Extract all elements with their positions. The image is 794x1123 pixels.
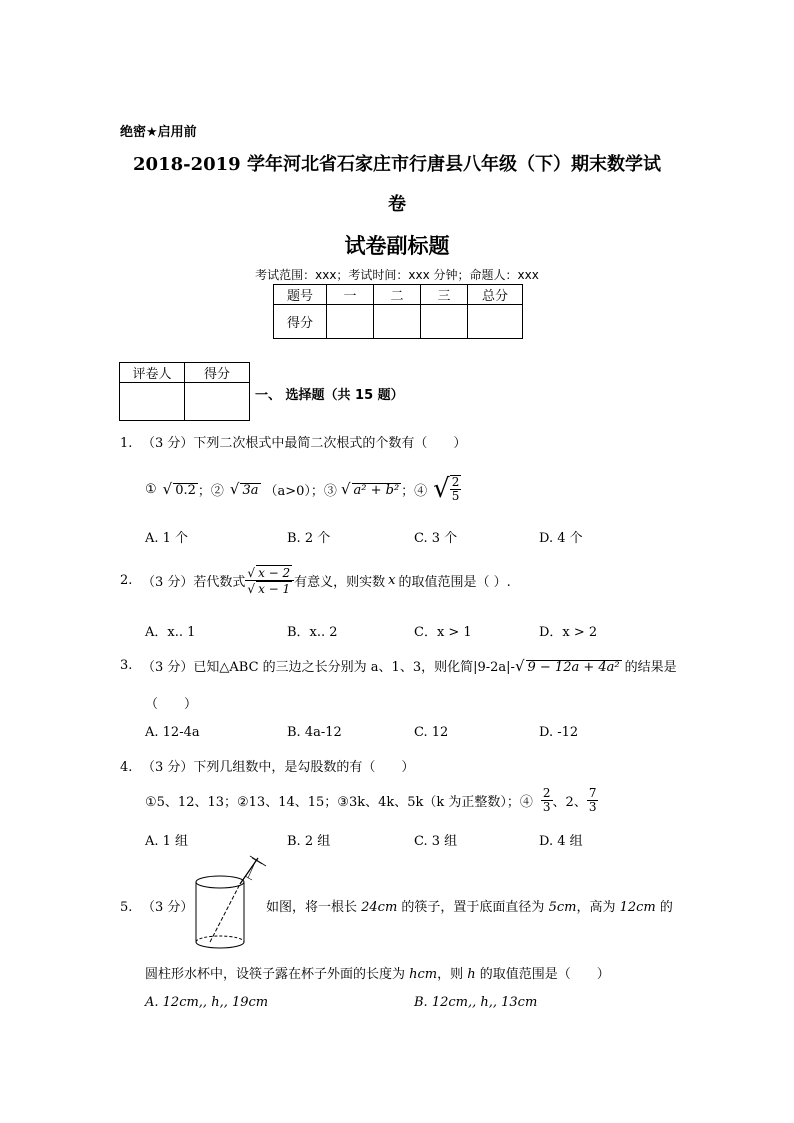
- variable: x: [388, 572, 396, 588]
- radical: √ 3a: [229, 480, 259, 498]
- option-c[interactable]: C．x > 1: [414, 625, 472, 640]
- question-2-stem: [120, 560, 511, 600]
- option-c[interactable]: C. 3 组: [414, 834, 458, 849]
- radical: √ a² + b²: [340, 480, 400, 498]
- score-header-cell: 二: [374, 285, 421, 305]
- question-5-stem-line2: 圆柱形水杯中，设筷子露在杯子外面的长度为 hcm，则 h 的取值范围是（ ）: [145, 967, 610, 982]
- score-table: [273, 284, 523, 339]
- item-separator: ；②: [197, 483, 224, 499]
- score-header-cell: 总分: [468, 285, 523, 305]
- grader-input-cell[interactable]: [120, 383, 185, 421]
- item-text: ①5、12、13；②13、14、15；③3k、4k、5k（k 为正整数）；④: [145, 794, 533, 810]
- question-text: （3 分）下列几组数中，是勾股数的有（ ）: [142, 760, 415, 775]
- question-text: （3 分）已知△ABC 的三边之长分别为 a、1、3，则化简|9-2a|-: [142, 660, 515, 675]
- item-marker: ①: [145, 481, 157, 497]
- question-4-stem: [120, 756, 414, 775]
- question-1-stem: [120, 432, 466, 451]
- option-a[interactable]: A. 1 个: [145, 531, 189, 546]
- section-title: 一、 选择题（共 15 题）: [255, 388, 404, 403]
- grader-header-cell: 得分: [185, 363, 250, 383]
- score-header-cell: 题号: [274, 285, 327, 305]
- option-b[interactable]: B．x.. 2: [287, 625, 338, 640]
- option-a[interactable]: A．x.. 1: [145, 625, 196, 640]
- item-condition: （a>0）；③: [264, 483, 337, 499]
- question-5-stem: 如图，将一根长 24cm 的筷子，置于底面直径为 5cm，高为 12cm 的: [266, 900, 673, 915]
- grader-table: [119, 362, 250, 421]
- option-a[interactable]: A. 12cm,, h,, 19cm: [145, 995, 269, 1010]
- question-number: 3.: [120, 658, 133, 673]
- grader-input-cell[interactable]: [185, 383, 250, 421]
- option-a[interactable]: A. 12-4a: [145, 725, 200, 740]
- option-a[interactable]: A. 1 组: [145, 834, 189, 849]
- question-4-items: [145, 784, 598, 816]
- radical-fraction: $\frac{√ x - 2}{√ x - 1}$: [245, 565, 294, 596]
- exam-subtitle: 试卷副标题: [344, 234, 450, 258]
- question-number: 5.: [120, 900, 133, 915]
- option-d[interactable]: D. -12: [539, 725, 579, 740]
- option-b[interactable]: B. 4a-12: [287, 725, 342, 740]
- option-b[interactable]: B. 2 个: [287, 531, 331, 546]
- question-number: 1.: [120, 436, 133, 451]
- option-b[interactable]: B. 12cm,, h,, 13cm: [414, 995, 538, 1010]
- secret-label: 绝密★启用前: [120, 125, 197, 140]
- question-3-answer-bracket: （ ）: [145, 697, 198, 712]
- score-input-cell[interactable]: [374, 305, 421, 339]
- item-separator: ；④: [401, 483, 428, 499]
- radical: √ 0.2: [162, 480, 196, 498]
- score-row-label: 得分: [274, 305, 327, 339]
- question-text: 的取值范围是（ ）.: [398, 574, 511, 590]
- item-text: 、2、: [552, 794, 587, 810]
- grader-header-cell: 评卷人: [120, 363, 185, 383]
- question-score: （3 分）: [142, 900, 194, 915]
- score-input-cell[interactable]: [468, 305, 523, 339]
- radical-fraction: √ $\frac{2}{5}$: [433, 474, 460, 504]
- question-text: （3 分）下列二次根式中最简二次根式的个数有（ ）: [142, 436, 467, 451]
- cylinder-chopstick-figure: [190, 854, 270, 954]
- radical: √ 9 − 12a + 4a²: [514, 656, 620, 675]
- fraction: $\frac{7}{3}$: [588, 785, 597, 814]
- score-input-cell[interactable]: [421, 305, 468, 339]
- score-header-cell: 三: [421, 285, 468, 305]
- question-text: 有意义，则实数: [294, 574, 386, 590]
- option-d[interactable]: D. 4 个: [539, 531, 583, 546]
- option-c[interactable]: C. 3 个: [414, 531, 458, 546]
- score-header-cell: 一: [327, 285, 374, 305]
- option-b[interactable]: B. 2 组: [287, 834, 331, 849]
- option-c[interactable]: C. 12: [414, 725, 449, 740]
- question-text: （3 分）若代数式: [142, 574, 246, 590]
- question-1-items: [145, 474, 461, 504]
- score-input-cell[interactable]: [327, 305, 374, 339]
- option-d[interactable]: D. 4 组: [539, 834, 583, 849]
- question-3-stem: [120, 656, 677, 675]
- question-5-number: [120, 896, 193, 915]
- fraction: $\frac{2}{3}$: [542, 785, 551, 814]
- exam-title-line2: 卷: [388, 194, 406, 215]
- exam-info: 考试范围：xxx；考试时间：xxx 分钟；命题人：xxx: [255, 268, 539, 282]
- option-d[interactable]: D．x > 2: [539, 625, 598, 640]
- question-number: 4.: [120, 760, 133, 775]
- question-text: 的结果是: [624, 660, 677, 675]
- exam-title-line1: 2018-2019 学年河北省石家庄市行唐县八年级（下）期末数学试: [133, 154, 661, 175]
- question-number: 2.: [120, 572, 133, 588]
